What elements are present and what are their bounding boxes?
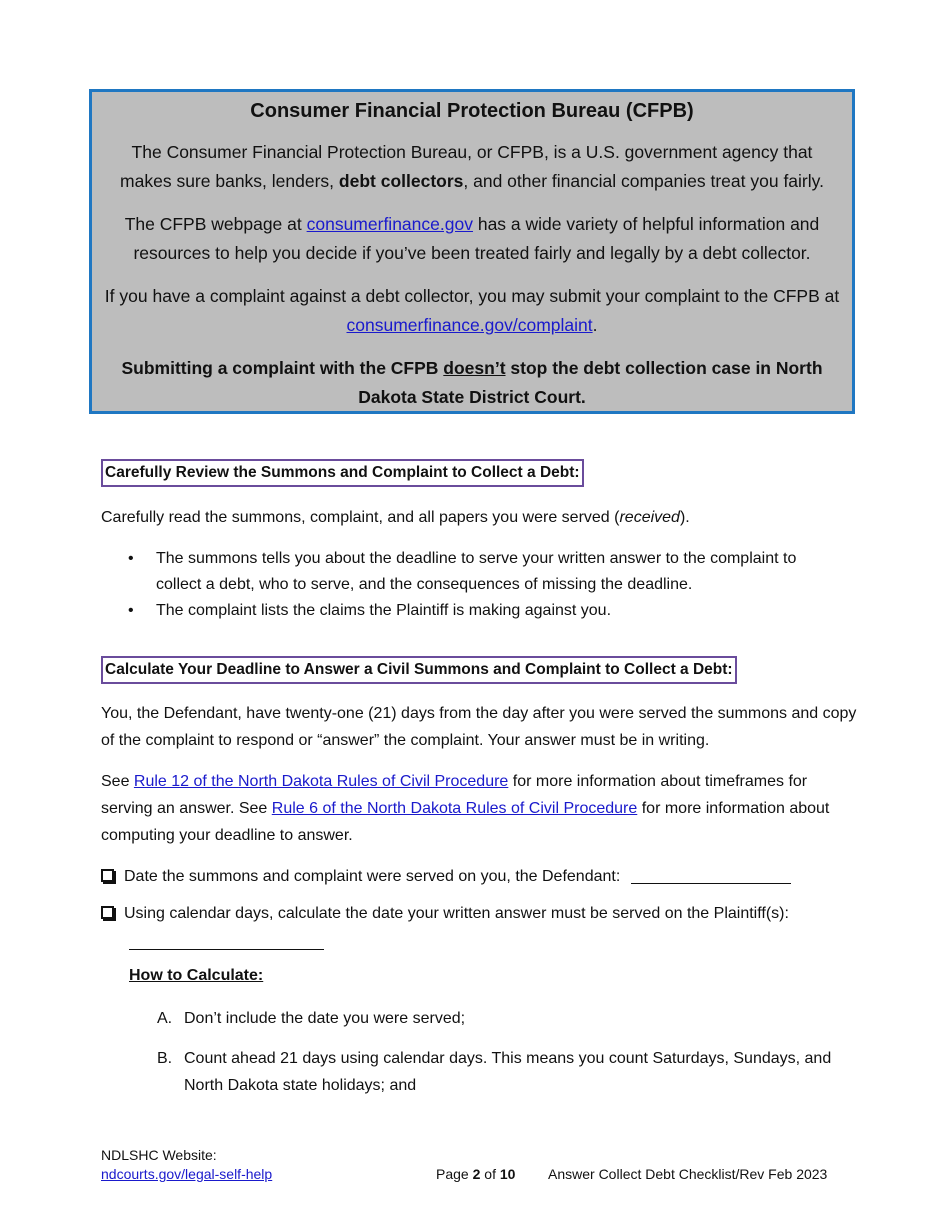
review-bullet-list (101, 546, 841, 624)
cfpb-paragraph-1 (104, 138, 840, 196)
cfpb-warning (104, 354, 840, 412)
text-run: . (592, 315, 598, 335)
text-run: ). (679, 509, 690, 526)
consumerfinance-link[interactable]: consumerfinance.gov (306, 214, 473, 234)
checkbox[interactable] (101, 906, 114, 919)
footer-website (101, 1146, 272, 1184)
checklist-label: Date the summons and complaint were served on you, the Defendant: (124, 868, 621, 885)
legal-self-help-link[interactable]: ndcourts.gov/legal-self-help (101, 1166, 273, 1182)
text-run: If you have a complaint against a debt collector, you may submit your complaint to the CFPB at (104, 286, 840, 306)
how-to-calculate-title: How to Calculate: (129, 967, 264, 984)
text-run: stop the debt collection case in North Dakota State District Court. (358, 358, 823, 407)
text-run: for more information about timeframes for serving an answer. See (101, 773, 808, 817)
text-run: The CFPB webpage at (124, 214, 307, 234)
cfpb-title: Consumer Financial Protection Bureau (CFPB) (250, 100, 694, 122)
list-item: • The summons tells you about the deadline to serve your written answer to the complaint to collect a debt, who to serve, and the consequences of missing the deadline. (101, 546, 841, 598)
checkbox[interactable] (101, 869, 114, 882)
text-run: Submitting a complaint with the CFPB (121, 358, 444, 378)
complaint-link[interactable]: consumerfinance.gov/complaint (346, 315, 593, 335)
text-run: See (101, 773, 134, 790)
served-date-blank[interactable] (631, 869, 791, 884)
served-date-checklist-item (101, 863, 791, 890)
step-item (129, 1045, 839, 1099)
page-number (436, 1165, 515, 1184)
rule-6-link[interactable]: Rule 6 of the North Dakota Rules of Civil Procedure (271, 800, 638, 817)
step-letter: B. (157, 1050, 173, 1067)
text-run: of (480, 1166, 500, 1182)
step-letter: A. (157, 1010, 173, 1027)
text-run: Page (436, 1166, 473, 1182)
deadline-paragraph-2 (101, 768, 846, 849)
text-run: The Consumer Financial Protection Bureau, or CFPB, is a U.S. government agency that makes sure banks, lenders, (120, 142, 813, 191)
cfpb-info-box (89, 89, 855, 414)
deadline-paragraph-1: You, the Defendant, have twenty-one (21) days from the day after you were served the summons and copy of the complaint to respond or “answer” the complaint. Your answer must be in writing. (101, 705, 857, 749)
text-run: , and other financial companies treat you fairly. (463, 171, 824, 191)
cfpb-paragraph-2 (104, 210, 840, 268)
review-intro (101, 504, 861, 531)
footer-site-label: NDLSHC Website: (101, 1147, 217, 1163)
text-bold-run: debt collectors (338, 171, 464, 191)
rule-12-link[interactable]: Rule 12 of the North Dakota Rules of Civil Procedure (133, 773, 509, 790)
current-page: 2 (472, 1166, 481, 1182)
step-text: Count ahead 21 days using calendar days. This means you count Saturdays, Sundays, and North Dakota state holidays; and (184, 1050, 832, 1094)
step-item (129, 1005, 839, 1032)
cfpb-paragraph-3 (104, 282, 840, 340)
checklist-label: Using calendar days, calculate the date your written answer must be served on the Plaintiff(s): (124, 905, 789, 922)
revision-label: Answer Collect Debt Checklist/Rev Feb 2023 (548, 1166, 828, 1182)
text-underline-run: doesn’t (443, 358, 506, 378)
step-text: Don’t include the date you were served; (184, 1010, 466, 1027)
text-run: has a wide variety of helpful information and resources to help you decide if you’ve been treated fairly and legally by a debt collector. (133, 214, 820, 263)
answer-date-checklist-item (101, 900, 789, 927)
review-section-heading: Carefully Review the Summons and Complaint to Collect a Debt: (101, 459, 584, 487)
text-run: for more information about computing your deadline to answer. (101, 800, 830, 844)
answer-date-blank[interactable] (129, 935, 324, 950)
text-run: Carefully read the summons, complaint, and all papers you were served ( (101, 509, 620, 526)
text-italic-run: received (619, 509, 680, 526)
total-pages: 10 (499, 1166, 516, 1182)
deadline-section-heading: Calculate Your Deadline to Answer a Civil Summons and Complaint to Collect a Debt: (101, 656, 737, 684)
list-item: • The complaint lists the claims the Plaintiff is making against you. (101, 598, 841, 624)
